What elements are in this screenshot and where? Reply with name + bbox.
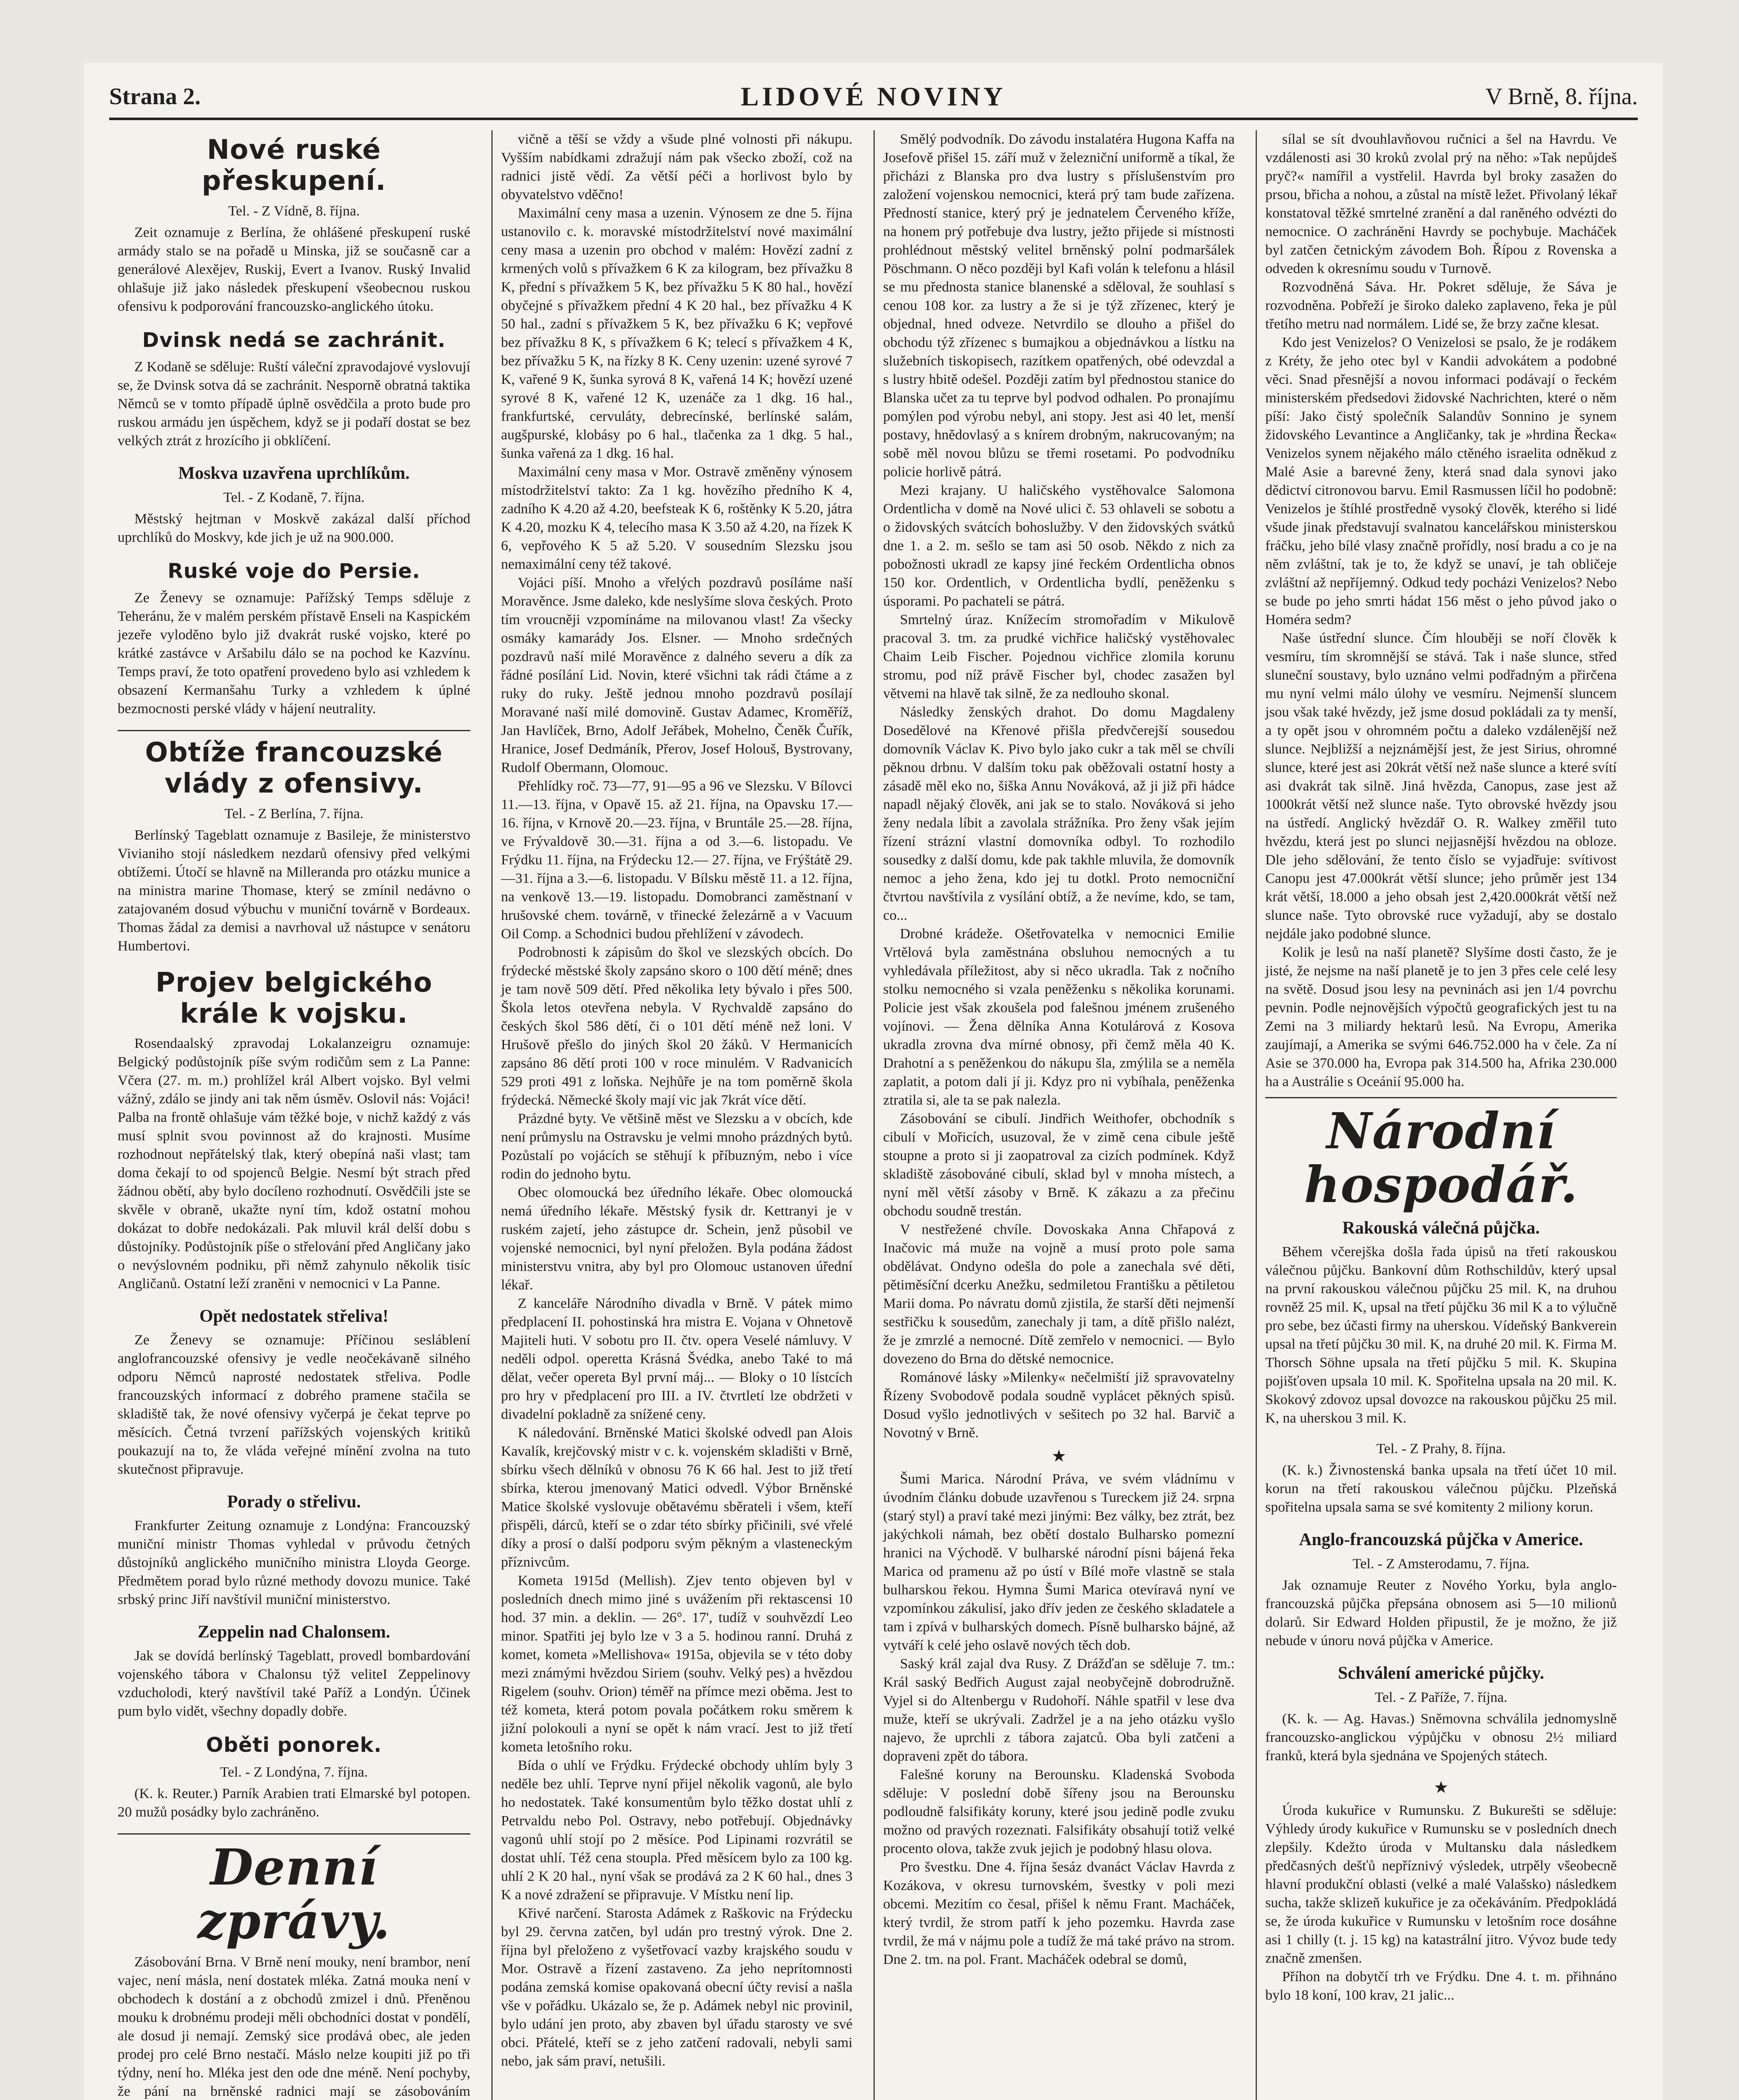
article-body: Bída o uhlí ve Frýdku. Frýdecké obchody uhlím byly 3 neděle bez uhlí. Teprve nyní přijel několik vagonů, ale bylo ho nedostatek. Také konsumentům bylo těžko dostat uhlí z Petrvaldu nebo Pol. Ostravy, nebo potřebují. Objednávky vagonů uhlí stojí po 2 měsíce. Pod Lipinami rozvrátil se dostat uhlí. Též cena stoupla. Před měsícem bylo za 100 kg. uhlí 2 K 20 hal., nyní však se prodává za 2 K 60 hal., dnes 3 K a nové zdražení se připravuje. V Místku není lip.: [501, 1758, 852, 1903]
article-body: Berlínský Tageblatt oznamuje z Basileje, že ministerstvo Vivianiho stojí následkem nezdarů ofensivy před velkými obtížemi. Útočí se hlavně na Millerandа pro otázku munice a na ministra marine Thomase, který se zmínil nedávno o zatajovaném dosud výbuchu v muniční továrně v Bordeaux. Thomas žádal za demisi a navrhoval už nástupce v senátoru Humbertovi.: [118, 827, 470, 954]
article-body: Z Kodaně se sděluje: Ruští váleční zpravodajové vyslovují se, že Dvinsk sotva dá se zachránit. Nesporně obratná taktika Němců se v tomto případě úplně osvědčila a proto bude pro ruskou armádu jen úspěchem, když se ji podaří dostat se bez velkých ztrát z hrozícího ji obklíčení.: [118, 359, 470, 449]
article-body: Křivé narčení. Starosta Adámek z Raškovic na Frýdecku byl 29. června zatčen, byl udán pro trestný výrok. Dne 2. října byl přeloženo z vyšetřovací vazby krajského soudu v Mor. Ostravě a řízení zastaveno. Za jeho neprítomnosti podána zemská komise opakovaná obecní účty revisí a našla vše v pořádku. Ukázalo se, že p. Adámek nebyl nic provinil, bylo udání jen proto, aby zbaven byl úřadu starosty ve své obci. Přátelé, kteří se z jeho zatčení radovali, nebyli sami nebo, jak sám praví, netušili.: [501, 1906, 852, 2069]
article-body: V nestřežené chvíle. Dovoskaka Anna Chřapová z Inačovic má muže na vojně a musí proto pole sama obdělávat. Ondyno odešla do pole a zanechala své děti, pětiměsíční dcerku Anežku, sedmiletou Františku a pětiletou Marii doma. Po návratu domů zjistila, že starší děti nejmenší sestřičku k sousedům, zanechaly ji tam, a dítě přišlo nalézt, že je zmrzlé a nemocné. Dítě zemřelo v nemocnici. — Bylo dovezeno do Brna do dětské nemocnice.: [883, 1222, 1235, 1367]
separator-star: ★: [1051, 1446, 1067, 1465]
article-body: Následky ženských drahot. Do domu Magdaleny Dosedělové na Křenové přišla předvčerejší sousedou domovník Václav K. Pivo bylo jako cukr a tak měl se chvíli pěknou drbnu. V dalším toku pak oběžovali ostatní hosty a zásadě měl eko no, šiška Annu Nováková, až ji již při hádce napadl nějaký člověk, ani jak se to stalo. Nováková si jeho ženy nedala líbit a zavolala strážníka. Pro ženy však jejím řízení strázní vlastní domovníka odbyl. To rozhodilo sousedky z další domu, kde pak takhle mluvila, že domovník nemoc a jeho žena, kdo jej tu dotkl. Proto nemocniční čtvrtou navštívila z vysílání obtíž, a že nevíme, kdo, se tam, co...: [883, 704, 1235, 923]
article-body: (K. k.) Živnostenská banka upsala na třetí účet 10 mil. korun na třetí rakouskou válečnou půjčku. Plzeňská spořitelna upsala sama se své komitenty 2 miliony korun.: [1265, 1462, 1617, 1515]
dateline: Tel. - Z Prahy, 8. října.: [1376, 1441, 1506, 1457]
article-body: Zásobování se cibulí. Jindřich Weithofer, obchodník s cibulí v Mořicích, usuzoval, že v zimě cena cibule ještě stoupne a proto si ji zaopatroval za cizích podmínek. Když skladiště zásobováné cibulí, sklad byl v mnoha místech, a nyní měl větší zásoby v Brně. K zákazu a za přečinu obchodu soudně trestán.: [883, 1111, 1235, 1219]
column-1: [109, 130, 479, 2100]
article-body: Falešné koruny na Berounsku. Kladenská Svoboda sděluje: V poslední době šířeny jsou na Berounsku podloudně falsifikáty koruny, které jsou jedině podle zvuku možno od pravých rozeznati. Falsifikáty obsahují totiž velké procento olova, takže zvuk jejich je podobný hlasu olova.: [883, 1767, 1235, 1856]
headline: Ruské voje do Persie.: [168, 559, 420, 583]
article-body: Jak oznamuje Reuter z Nového Yorku, byla anglo-francouzská půjčka přepsána obnosem asi 5—10 milionů dolarů. Sir Edward Holden připustil, že je možno, že již nebude v únoru nová půjčka v Americe.: [1265, 1578, 1617, 1648]
article-body: Obec olomoucká bez úředního lékaře. Obec olomoucká nemá úředního lékaře. Městský fysik dr. Kettranyi je v ruském zajetí, jeho zástupce dr. Schein, jenž působil ve vojenské nemocnici, byl nyní přeložen. Byla podána žádost ministerstvu vnitra, aby byl pro Olomouc ustanoven úřední lékař.: [501, 1185, 852, 1293]
article-body: Úroda kukuřice v Rumunsku. Z Bukurešti se sděluje: Výhledy úrody kukuřice v Rumunsku se v posledních dnech zlepšily. Kdežto úroda v Multansku dala následkem předčasných dešťů nepříznivý výsledek, utrpěly všeobecně hlavní produkční oblasti (velké a malé Valašsko) následkem sucha, takže sklizeň kukuřice je za očekáváním. Předpokládá se, že úroda kukuřice v Rumunsku v letošním roce dosáhne asi 1 chilly (t. j. 15 kg) na katastrální jitro. Vývoz bude tedy značně zmenšen.: [1265, 1803, 1617, 1966]
article-body: Pro švestku. Dne 4. října šesáz dvanáct Václav Havrda z Kozákova, v okresu turnovském, švestky v poli mezi obcemi. Mezitím co česal, přišel k němu Frant. Macháček, který tvrdil, že strom patří k jeho pozemku. Havrda zase tvrdil, že má v nájmu pole a tudíž že má také právo na strom. Dne 2. tm. na pol. Frant. Macháček odebral se domů,: [883, 1859, 1235, 1967]
article-body: Zásobování Brna. V Brně není mouky, není brambor, není vajec, není másla, není dostatek mléka. Zatná mouka není v obchodech k dostání a z obchodů zmizel i dnů. Přeněnou mouku k drobnému prodeji měli obchodníci dostat v pondělí, ale dosud ji nemají. Zemský sice prodává obec, ale jeden prodej pro celé Brno nestačí. Máslo nelze koupiti již po tři týdny, není ho. Mléka jest den ode dne méně. Není pochyby, že pání na brněnské radnici mají se zásobováním: [118, 1954, 470, 2099]
article-body: Jak se dovídá berlínský Tageblatt, provedl bombardování vojenského tábora v Chalonsu týž veliteI Zeppelinovy vzducholodi, který navštívil také Paříž a Londýn. Účinek pum bylo vidět, všechny dopadly dobře.: [118, 1648, 470, 1719]
headline: Dvinsk nedá se zachránit.: [142, 328, 446, 352]
dateline: Tel. - Z Amsterodamu, 7. října.: [1352, 1556, 1530, 1572]
article: [1265, 1104, 1617, 1428]
article: [118, 559, 470, 718]
dateline: Tel. - Z Paříže, 7. října.: [1374, 1690, 1508, 1705]
newspaper-title: LIDOVÉ NOVINY: [740, 81, 1007, 111]
headline: Oběti ponorek.: [206, 1733, 382, 1757]
article-body: Ze Ženevy se oznamuje: Pařížský Temps sděluje z Teheránu, že v malém perském přístavě Enseli na Kaspickém jezeře vyloděno bylo již dvakrát ruské vojsko, které po krátké zastávce v Aršabilu dálo se na pochod ke Kazvínu. Temps praví, že toto opatření provedeno bylo asi vzhledem k obsazení Kermanšahu Turky a vzhledem k úplné bezmocnosti perské vlády v hájení neutrality.: [118, 590, 470, 717]
dateline: Tel. - Z Vídně, 8. října.: [228, 203, 360, 219]
subheadline: Anglo-francouzská půjčka v Americe.: [1299, 1530, 1583, 1549]
article-body: Z kanceláře Národního divadla v Brně. V pátek mimo předplacení II. pohostinská hra mistra E. Vojana v Ohnetově Majiteli huti. V sobotu pro II. čtv. opera Veselé námluvy. V neděli odpol. operetta Krásná Švédka, anebo Také to má dělat, večer opereta Byl první máj... — Bloky o 10 lístcích pro hry v předplacení pro III. a IV. čtvrtletí lze obdržeti v divadelní pokladně za snížené ceny.: [501, 1296, 852, 1422]
column-2: [491, 130, 861, 2100]
divider: [118, 730, 470, 731]
article-body: Zeit oznamuje z Berlína, že ohlášené přeskupení ruské armády stalo se na pořadě u Minska, již se současně car a generálové Alexějev, Ruskij, Evert a Ivanov. Ruský Invalid ohlašuje již jako následek přeskupení všeobecnou ruskou ofensivu k podporování francouzsko-anglického útoku.: [118, 225, 470, 314]
article-body: Naše ústřední slunce. Čím hlouběji se noří člověk k vesmíru, tím skromnější se stává. Tak i naše slunce, střed sluneční soustavy, bylo uznáno velmi podřadným a přirčena mu nyní velmi málo úlohy ve vesmíru. Nejmenší sluncem jsou však také hvězdy, jež jsme dosud pokládali za ty menší, a ty opět jsou v ohromném počtu a daleko vzdálenější než slunce. Nejbližší a nejznámější jest, že jest Sirius, ohromné slunce, které jest asi 20krát větší než naše slunce a které svítí asi dvakrát tak silně. Jiná hvězda, Canopus, zase jest až 1000krát větší než slunce naše. Tyto obrovské hvězdy jsou na ústředí. Anglický hvězdář O. R. Walkey změřil tuto hvězdu, která jest po slunci nejjasnější hvězdou na obloze. Dle jeho sdělování, že tento číslo se vyjadřuje: svítivost Canopu jest 47.000krát větší slunce; jeho průměr jest 134 krát větší, 18.000 a jeho obsah jest 2,420.000krát větší než slunce naše. Tyto obrovské ruce vyžadují, aby se dostalo nejdále jako podobné slunce.: [1265, 630, 1617, 942]
separator-star: ★: [1433, 1778, 1449, 1797]
article: [1265, 1439, 1617, 1517]
article-body: (K. k. Reuter.) Parník Arabien trati Elmarské byl potopen. 20 mužů posádky bylo zachráněno.: [118, 1786, 470, 1820]
headline: Obtíže francouzské vlády z ofensivy.: [145, 737, 443, 799]
article-body: Maximální ceny masa a uzenin. Výnosem ze dne 5. října ustanovilo c. k. moravské místodržitelství nové maximální ceny masa a uzenin pro obchod v malém: Hovězí zadní z krmených volů s přívažkem 6 K za kilogram, bez přívažku 8 K, přední s přívažkem 5 K, bez přívažku 5 K 80 hal., hovězí obyčejné s přívažkem přední 4 K 20 hal., bez přívažku 4 K 50 hal., zadní s přívažkem 5 K, bez přívažku 6 K; vepřové bez přívažku 8 K, s přívažkem 6 K; telecí s přívažkem 4 K, bez přívažku 5 K, na řízky 8 K. Ceny uzenin: uzené syrové 7 K, vařené 9 K, šunka syrová 8 K, vařená 14 K; hovězí uzené syrové 8 K, vařené 12 K, uzenáče za 1 dkg. 16 hal., frankfurtské, cervuláty, debrecínské, berlínské salám, augšpurské, klobásy po 6 hal., tlačenka za 1 dkg. 5 hal., šunka vařená za 1 dkg. 16 hal.: [501, 205, 852, 461]
page-number: Strana 2.: [109, 84, 201, 110]
article: [118, 967, 470, 1293]
article-body: Drobné krádeže. Ošetřovatelka v nemocnici Emilie Vrtělová byla zaměstnána obsluhou nemocných a tu vyhledávala příležitost, aby si něco ukradla. Tak z nočního stolku nemocného si vzala peněženku s několika korunami. Policie jest však zkoušela pod falešnou jménem zrušeného vojínovi. — Žena dělníka Anna Kotulárová z Kosova ukradla zrovna dva mírné obnosy, při čemž měla 40 K. Drahotní a s peněženkou do nákupu šla, zmýlila se a neměla zaplatit, a potom dali jí ji. Kdyz pro ni vybíhala, peněženka ztratila si, ale ta se pak nalezla.: [883, 926, 1235, 1108]
subheadline: Schválení americké půjčky.: [1338, 1664, 1545, 1683]
headline: Nové ruské přeskupení.: [202, 134, 386, 197]
masthead: [109, 80, 1638, 120]
article: [118, 462, 470, 547]
subheadline: Porady o střelivu.: [227, 1492, 361, 1512]
dateline: Tel. - Z Londýna, 7. října.: [220, 1764, 368, 1780]
article: [1265, 1528, 1617, 1650]
issue-date: V Brně, 8. října.: [1485, 84, 1638, 110]
article-body: Frankfurter Zeitung oznamuje z Londýna: Francouzský muniční ministr Thomas vyhledal v průvodu četných důstojníků anglického muničního ministra Lloyda George. Předmětem porad bylo různé methody dovozu munice. Také srbský princ Jiří navštívil muniční ministerstvo.: [118, 1518, 470, 1607]
divider: [118, 1833, 470, 1835]
dateline: Tel. - Z Berlína, 7. října.: [224, 806, 364, 822]
article-body: Během včerejška došla řada úpisů na třetí rakouskou válečnou půjčku. Bankovní dům Rothschildův, který upsal na první rakouskou válečnou půjčku 25 mil. K, na druhou rovněž 25 mil. K, upsal na třetí půjčku 36 mil K a to výlučně pro sebe, bez účasti firmy na uherskou. Vídeňský Bankverein upsal na třetí půjčku 30 mil. K, na druhé 20 mil. K. Firma M. Thorsch Söhne upsala na třetí půjčku 5 mil. K. Skupina pojišťoven upsala 10 mil. K. Spořitelna upsala na 20 mil. K. Skokový zdovoz upsal dovozce na rakouskou půjčku 25 mil. K, na uherskou 3 mil. K.: [1265, 1244, 1617, 1426]
article-body: Románové lásky »Milenky« nečelmiští již spravovatelny Řízeny Svobodově podala soudně vyplácet pěkných spisů. Dosud vyšlo jednotlivých v sešitech po 32 hal. Barvič a Novotný v Brně.: [883, 1370, 1235, 1441]
column-4: [1256, 130, 1625, 2100]
article-body: Šumi Marica. Národní Práva, ve svém vládnímu v úvodním článku dobude uzavřenou s Tureckem již 24. srpna (starý styl) a praví také mezi jinými: Bez války, bez ztrát, bez jakýchkoli námah, bez obětí dostalo Bulharsko pomezní hranici na Východě. V bulharské národní písni bájená řeka Marica od pramenu až po ústí v Bílé moře vlastně se stala bulharskou řekou. Hymna Šumi Marica otevíravá nyní ve vzpomínkou zákulisí, jako dřív jeden ze českého skladatele a tam i zpívá v bulharských domech. Písně bulharsko bájné, až vytváří k celé jeho oslavě nových těch dob.: [883, 1471, 1235, 1653]
newspaper-page: [84, 63, 1663, 2100]
article-body: Rosendaalský zpravodaj Lokalanzeigru oznamuje: Belgický podůstojník píše svým rodičům sem z La Panne: Včera (27. m. m.) prohlížel král Albert vojsko. Byl velmi vážný, zdálo se jindy ani tak něm úsměv. Oslovil nás: Vojáci! Palba na frontě ohlašuje vám těžké boje, v nichž každý z vás musí splnit svou povinnost až do krajnosti. Musíme rozhodnout nepřátelský tlak, který obepíná naši vlast; tam doma čekají to od spojenců Belgie. Nesmí být strach před žádnou obětí, aby bylo docíleno rozhodnutí. Osvědčili jste se skvěle v obraně, ukažte nyní tím, kdož ostatní mohou dokázat to dobře nedokázali. Pak mluvil král delší dobu s důstojníky. Podůstojník píše o střelování před Angličany jako o nevýslovném podniku, při němž zahynulo několik tisíc Angličanů. Ostatní leží zraněni v nemocnici v La Panne.: [118, 1036, 470, 1292]
section-headline: Denní zprávy.: [197, 1838, 391, 1950]
section-headline: Národní hospodář.: [1304, 1102, 1578, 1214]
article-body: Maximální ceny masa v Mor. Ostravě změněny výnosem místodržitelství takto: Za 1 kg. hovězího předního K 4, zadního K 4.20 až 4.20, beefsteak K 6, roštěnky K 5.20, játra K 4.20, mozku K 4, telecího masa K 3.50 až 4.20, na řízek K 6, vepřového K 5 až 5.20. V sousedním Slezsku jsou nemaximální ceny též takové.: [501, 464, 852, 572]
article: [118, 1305, 470, 1479]
dateline: Tel. - Z Kodaně, 7. října.: [223, 490, 365, 505]
article-body: Saský král zajal dva Rusy. Z Drážďan se sděluje 7. tm.: Král saský Bedřich August zajal neobyčejně dobrodružně. Vyjel si do Altenbergu v Rudohoří. Náhle spatřil v lese dva muže, kteří se ukrývali. Zadržel je a na jeho otázku vyšlo najevo, že uprchli z tábora zajatců. Oba byli zatčeni a dopraveni zpět do tábora.: [883, 1656, 1235, 1764]
headline: Projev belgického krále k vojsku.: [155, 967, 433, 1029]
article: [118, 737, 470, 956]
article-body: (K. k. — Ag. Havas.) Sněmovna schválila jednomyslně francouzsko-anglickou výpůjčku v obnosu 2½ miliard franků, která byla sjednána ve Spojených státech.: [1265, 1711, 1617, 1764]
article-body: Kometa 1915d (Mellish). Zjev tento objeven byl v posledních dnech mimo jiné s uvážením při rektascensi 10 hod. 37 min. a deklin. — 26°. 17', tudíž v souhvězdí Leo minor. Spatřiti jej bylo lze v 3 a 5. hodinou ranní. Druhá z komet, kometa »Mellishova« 1915a, objevila se v této doby mezi známými hvězdou Siriem (souhv. Velký pes) a hvězdou Rigelem (souhv. Orion) téměř na přímce mezi oběma. Jest to též kometa, která potom povala počátkem roku směrem k jižní polokouli a nyní se opět k nám vrací. Jest to již třetí kometa letošního roku.: [501, 1573, 852, 1755]
article-body: vičně a těší se vždy a všude plné volnosti při nákupu. Vyšším nabídkami zdražují nám pak všecko zboží, což na radnici jistě vědí. Za větší péči a horlivost bylo by obyvatelstvo vděčno!: [501, 131, 852, 202]
article-body: Smrtelný úraz. Knížecím stromořadím v Mikulově pracoval 3. tm. za prudké vichřice haličský vystěhovalec Chaim Leib Fischer. Pojednou vichřice zlomila korunu stromu, pod níž právě Fischer byl, chodec zasažen byl větvemi na hlavě tak silně, že za nedlouho skonal.: [883, 612, 1235, 701]
article: [118, 328, 470, 450]
divider: [1265, 1097, 1617, 1098]
subheadline: Opět nedostatek střeliva!: [199, 1307, 389, 1326]
article: [118, 134, 470, 316]
article: [118, 1621, 470, 1721]
article: [118, 1732, 470, 1822]
article-body: Podrobnosti k zápisům do škol ve slezských obcích. Do frýdecké městské školy zapsáno skoro o 100 dětí méně; dnes je tam nově 509 dětí. Před několika lety bývalo i přes 500. Škola letos otevřena nebyla. V Rychvaldě zapsáno do českých škol 586 dětí, či o 101 dětí méně než loni. V Hrušově přešlo do jiných škol 20 žáků. V Hermanicích zapsáno 86 dětí proti 100 v roce minulém. V Radvanicích 529 proti 491 z loňska. Nejhůře je na tom poměrně škola frýdecká. Německé školy mají vic jak 7krát více dětí.: [501, 945, 852, 1108]
article-body: Městský hejtman v Moskvě zakázal další příchod uprchlíků do Moskvy, kde jich je už na 900.000.: [118, 511, 470, 545]
article-body: Smělý podvodník. Do závodu instalatéra Hugona Kaffa na Josefově přišel 15. září muž v železniční uniformě a tíkal, že přicházi z Blanska pro dva lustry s příslušenstvím pro založení vojenskou nemocnici, která prý tam bude zařízena. Předností stanice, který prý je jednatelem Červeného kříže, na honem prý potřebuje dva lustry, ježto přijede si místnosti prohlédnout městský velitel brněnský polní podmaršálek Pöschmann. O něco později byl Kafi volán k telefonu a hlásil se mu přednosta stanice blanenské a sděloval, že souhlasí s cenou 108 kor. za lustry a že si je týž zřízenec, který je objednal, hned odveze. Netvrdilo se dlouho a přišel do obchodu týž zřízenec s bumajkou a objednávkou a lístku na služebních tiskopisech, razítkem opatřených, obé odevzdal a s lustry hbitě odešel. Později zatím byl přednostou stanice do Blanska učet za tu teprve byl podvod odhalen. Po pronajímu pomýlen pod výrobu nebyl, ani stopy. Jest asi 40 let, menší postavy, hnědovlasý a s knírem drobným, nakrucovaným; na sobě měl novou blůzu se třemi rosetami. Po podvodníku policie horlivě pátrá.: [883, 131, 1235, 480]
article: [118, 1840, 470, 2100]
article: [118, 1491, 470, 1609]
article-body: Mezi krajany. U haličského vystěhovalce Salomona Ordentlicha v domě na Nové ulici č. 53 ohlaveli se sobotu a o židovských svátcích bohoslužby. V den židovských svátků dne 1. a 2. m. sešlo se tam asi 50 osob. Někdo z nich za pobožnosti ukradl ze kapsy jiné řeckém Ordentlicha obnos 150 kor. Ordentlich, v Ordentlicha bydlí, peněženku s úsporami. Po pachateli se pátrá.: [883, 483, 1235, 609]
column-3: [873, 130, 1243, 2100]
article-body: sílal se sít dvouhlavňovou ručnici a šel na Havrdu. Ve vzdálenosti asi 30 kroků zvolal prý na něho: »Tak nepůjdeš pryč?« namířil a vystřelil. Havrda byl broky zasažen do prsou, břicha a nohou, a zůstal na místě ležet. Přivolaný lékař konstatoval těžké smrtelné zranění a dal raněného odvézti do nemocnice. O zachráněni Havrdy se pochybuje. Macháček byl zatčen četnickým závodem Boh. Řípou z Rovenska a odveden k okresnímu soudu v Turnově.: [1265, 131, 1617, 276]
subheadline: Rakouská válečná půjčka.: [1342, 1218, 1540, 1238]
article-body: Kdo jest Venizelos? O Venizelosi se psalo, že je rodákem z Kréty, že jeho otec byl v Kandii advokátem a podobné věci. Snad přesnější a novou informaci podávají o řeckém ministerském předsedovi židovské Nachrichten, které o něm píší: Jako čistý společník Salandův Sonnino je synem židovského Levantince a Angličanky, tak je »hrdina Řecka« Venizelos synem nějakého málo ctěného israelita odněkud z Malé Asie a barevné ženy, která snad dala synovi jako dědictví citronovou barvu. Emil Rasmussen líčil ho podobně: Venizelos je štíhlé prostředně vysoký člověk, kterého si lidé všude jinak představují svalnatou kancelářskou ministerskou fráčku, jeho bílé vlasy značně prořídly, nosí bradu a co je na něm zvláštní, tak je to, že když se unaví, je tah obličeje zvláštní až nepříjemný. Odkud tedy pocházi Venizelos? Nebo se bude po jeho smrti hádat 156 měst o jeho původ jako o Homéra sedm?: [1265, 335, 1617, 627]
article-body: Vojáci píší. Mnoho a vřelých pozdravů posíláme naší Moravěnce. Jsme daleko, kde neslyšíme slova českých. Proto tím vroucněji vzpomínáme na milovanou vlast! Za všecky osmáky kamarády Jos. Elsner. — Mnoho srdečných pozdravů naší milé Moravěnce z dalného severu a dík za řádné posílání Lid. Novin, které všichni tak rádi čtáme a z ruky do ruky. Ještě jednou mnoho pozdravů posílají Moravané naší milé domovině. Gustav Adamec, Kroměříž, Jan Havlíček, Brno, Adolf Jeřábek, Mohelno, Čeněk Čuřík, Hranice, Josef Dedmáník, Přerov, Josef Holouš, Bystrovany, Rudolf Obermann, Olomouc.: [501, 575, 852, 775]
subheadline: Moskva uzavřena uprchlíkům.: [178, 464, 410, 483]
subheadline: Zeppelin nad Chalonsem.: [197, 1622, 391, 1642]
article-body: Ze Ženevy se oznamuje: Příčinou sesláblení anglofrancouzské ofensivy je vedle neočekávaně silného odporu Němců naprosté nedostatek střeliva. Podle francouzských informací z dobrého pramene stačila se skladiště tak, že nové ofensivy vyčerpá je čekat teprve po měsících. Četná tvrzení pařížských vojenských kritiků poukazují na to, že vláda veřejné mínění zvolna na tuto skutečnost připravuje.: [118, 1332, 470, 1477]
article-body: Rozvodněná Sáva. Hr. Pokret sděluje, že Sáva je rozvodněna. Pobřeží je široko daleko zaplaveno, řeka je půl třetího metru nad normálem. Lidé se, že brzy začne klesat.: [1265, 279, 1617, 332]
columns: [109, 130, 1638, 2100]
article-body: Přehlídky roč. 73—77, 91—95 a 96 ve Slezsku. V Bílovci 11.—13. října, v Opavě 15. až 21. října, na Opavsku 17.—16. října, v Krnově 20.—23. října, v Bruntále 25.—28. října, ve Frývaldově 30.—31. října a od 3.—6. listopadu. Ve Frýdku 11. října, na Frýdecku 12.— 27. října, ve Frýštátě 29.—31. října a 3.—6. listopadu. V Bílsku městě 11. a 12. října, na venkově 13.—19. listopadu. Domobranci zaměstnaní v hrušovské chem. továrně, v třinecké železárně a v Vacuum Oil Comp. a Schodnici budou přehlížení v závodech.: [501, 778, 852, 942]
article-body: Kolik je lesů na naší planetě? Slyšíme dosti často, že je jisté, že nejsme na naší planetě je to jen 3 přes cele celé lesy na světě. Dosud jsou lesy na pevninách asi jen 1/4 povrchu pevnin. Podle nejnovějších výpočtů geografických jest tu na Zemi na 3 miliardy hektarů lesů. Na Evropu, Amerika zaujímají, a Amerika se svými 646.752.000 ha v čele. Za ní Asie se 370.000 ha, Evropa pak 314.500 ha, Afrika 230.000 ha a Austrálie s Oceánií 95.000 ha.: [1265, 945, 1617, 1089]
article-body: Příhon na dobytčí trh ve Frýdku. Dne 4. t. m. přihnáno bylo 18 koní, 100 krav, 21 jalic...: [1265, 1969, 1617, 2003]
article-body: K náledování. Brněnské Matici školské odvedl pan Alois Kavalík, krejčovský mistr v c. k. vojenském skladišti v Brně, sbírku všech dělníků v obnosu 76 K 66 hal. Jest to již třetí sbírka, kterou jmenovaný Matici odvedl. Výbor Brněnské Matice školské vyslovuje obětavému sběrateli i všem, kteří přispěli, dárců, kteří se o zdar této sbírky přičinili, své vřelé díky a prosí o další podporu svým pěkným a vlasteneckým příznivcům.: [501, 1425, 852, 1570]
article-body: Prázdné byty. Ve většině měst ve Slezsku a v obcích, kde není průmyslu na Ostravsku je velmi mnoho prázdných bytů. Pozůstalí po vojácích se stěhují k příbuzným, nebo i více rodin do jednoho bytu.: [501, 1111, 852, 1182]
article: [1265, 1662, 1617, 1765]
